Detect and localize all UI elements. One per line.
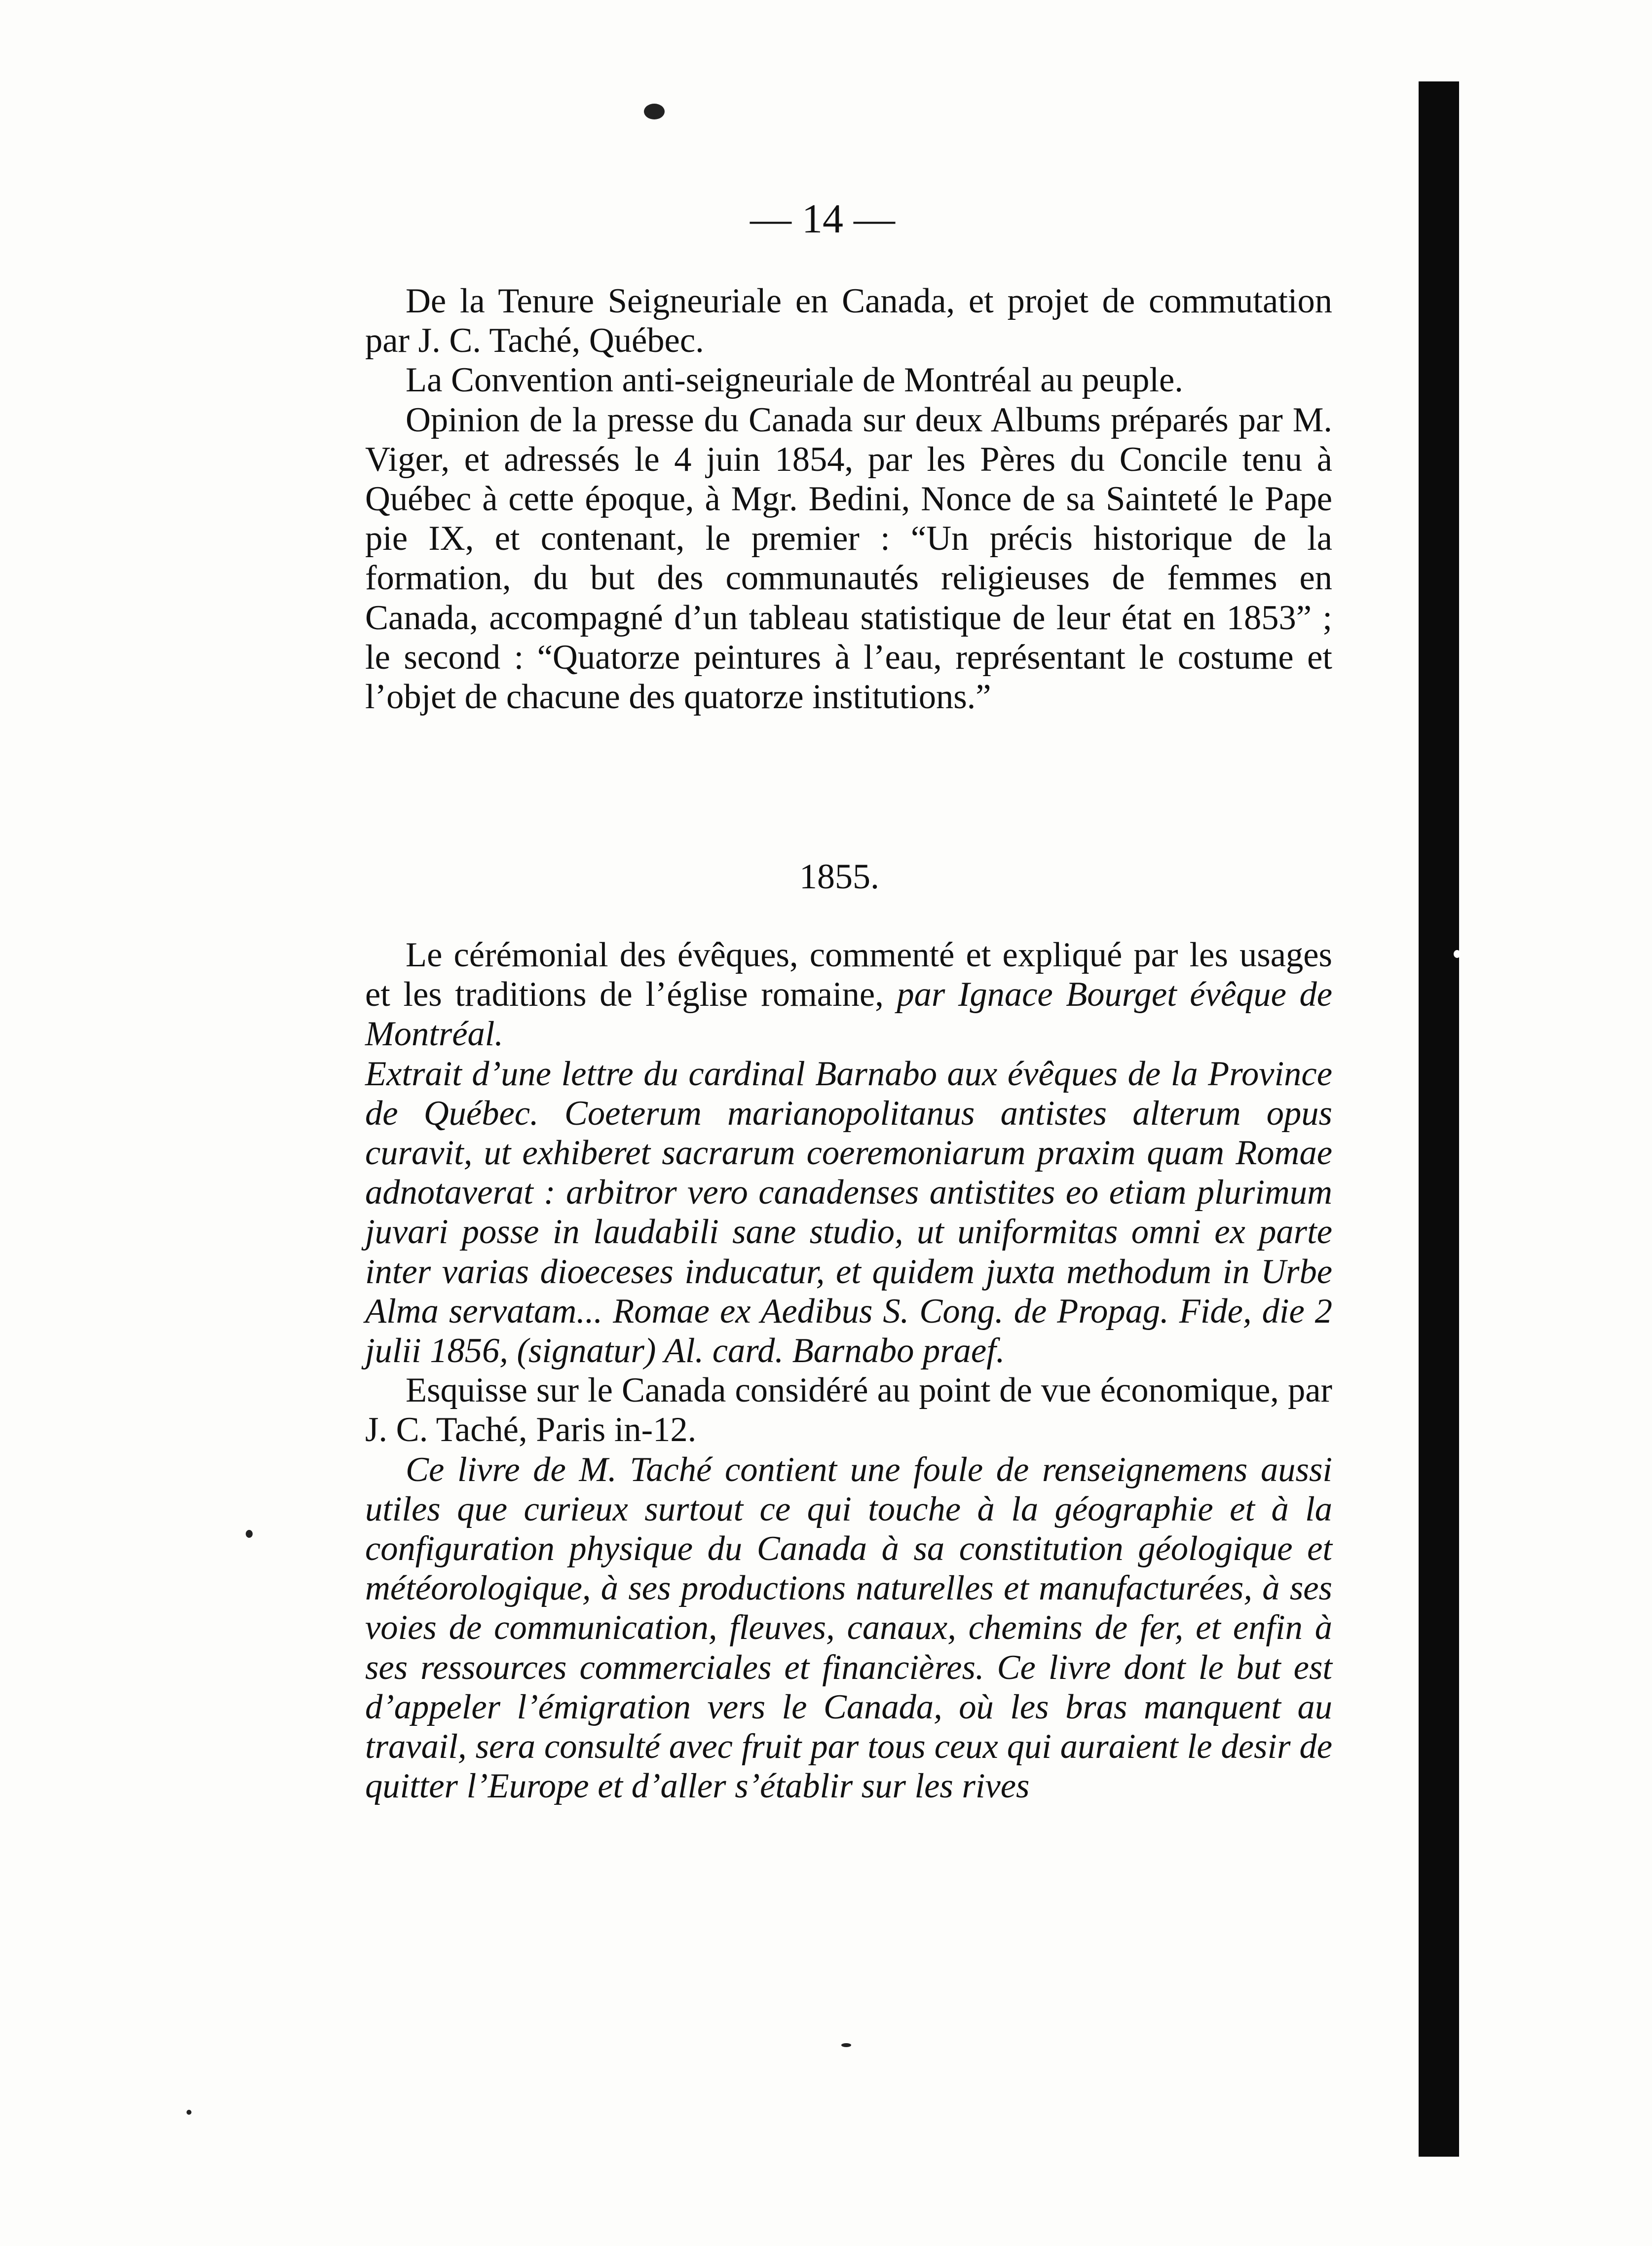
ink-speck — [644, 104, 665, 119]
ink-speck — [187, 2110, 191, 2115]
entry-opinion-presse: Opinion de la presse du Canada sur deux Albums préparés par M. Viger, et adressés le 4 juin 1854, par les Pères du Concile tenu à Québec à cette époque, à Mgr. Bedini, Nonce de sa Sainteté le Pape pie IX, et contenant, le premier : “Un précis historique de la formation, du but des communautés religieuses de femmes en Canada, accompagné d’un tableau statistique de leur état en 1853” ; le second : “Quatorze peintures à l’eau, représentant le costume et l’objet de chacune des quatorze institutions.” — [365, 400, 1332, 717]
entry-ceremonial-author: par Ignace Bourget évêque de Montréal. — [365, 975, 1332, 1054]
entry-tenure-seigneuriale: De la Tenure Seigneuriale en Canada, et projet de commutation par J. C. Taché, Québec. — [365, 282, 1332, 360]
entry-review: Ce livre de M. Taché contient une foule de renseignemens aussi utiles que curieux surtout ce qui touche à la géographie et à la configuration physique du Canada à sa constitution géologique et météorologique, à ses productions naturelles et manufacturées, à ses voies de communication, fleuves, canaux, chemins de fer, et enfin à ses ressources commerciales et financières. Ce livre dont le but est d’appeler l’émigration vers le Canada, où les bras manquent au travail, sera consulté avec fruit par tous ceux qui auraient le desir de quitter l’Europe et d’aller s’établir sur les rives — [365, 1450, 1332, 1806]
entry-esquisse: Esquisse sur le Canada considéré au point de vue économique, par J. C. Taché, Paris in-12. — [365, 1371, 1332, 1449]
page-number: — 14 — — [750, 196, 895, 242]
ink-speck — [246, 1530, 253, 1538]
entry-ceremonial-title: Le cérémonial des évêques, commenté et expliqué par les usages et les traditions de l’église romaine, — [365, 936, 1332, 1014]
entry-ceremonial — [365, 935, 1332, 1054]
entry-convention: La Convention anti-seigneuriale de Montréal au peuple. — [406, 361, 1183, 400]
scan-edge-bar — [1419, 81, 1459, 2157]
ink-speck — [841, 2043, 851, 2047]
text-block-2 — [365, 935, 1332, 1806]
entry-extrait-lettre: Extrait d’une lettre du cardinal Barnabo aux évêques de la Province de Québec. Coeterum marianopolitanus antistes alterum opus curavit, ut exhiberet sacrarum coeremoniarum praxim quam Romae adnotaverat : arbitror vero canadenses antistites eo etiam plurimum juvari posse in laudabili sane studio, ut uniformitas omni ex parte inter varias dioeceses inducatur, et quidem juxta methodum in Urbe Alma servatam... Romae ex Aedibus S. Cong. de Propag. Fide, die 2 julii 1856, (signatur) Al. card. Barnabo praef. — [365, 1054, 1332, 1370]
year-heading: 1855. — [799, 857, 879, 896]
text-block-1 — [365, 281, 1332, 717]
ink-speck — [1454, 950, 1461, 958]
